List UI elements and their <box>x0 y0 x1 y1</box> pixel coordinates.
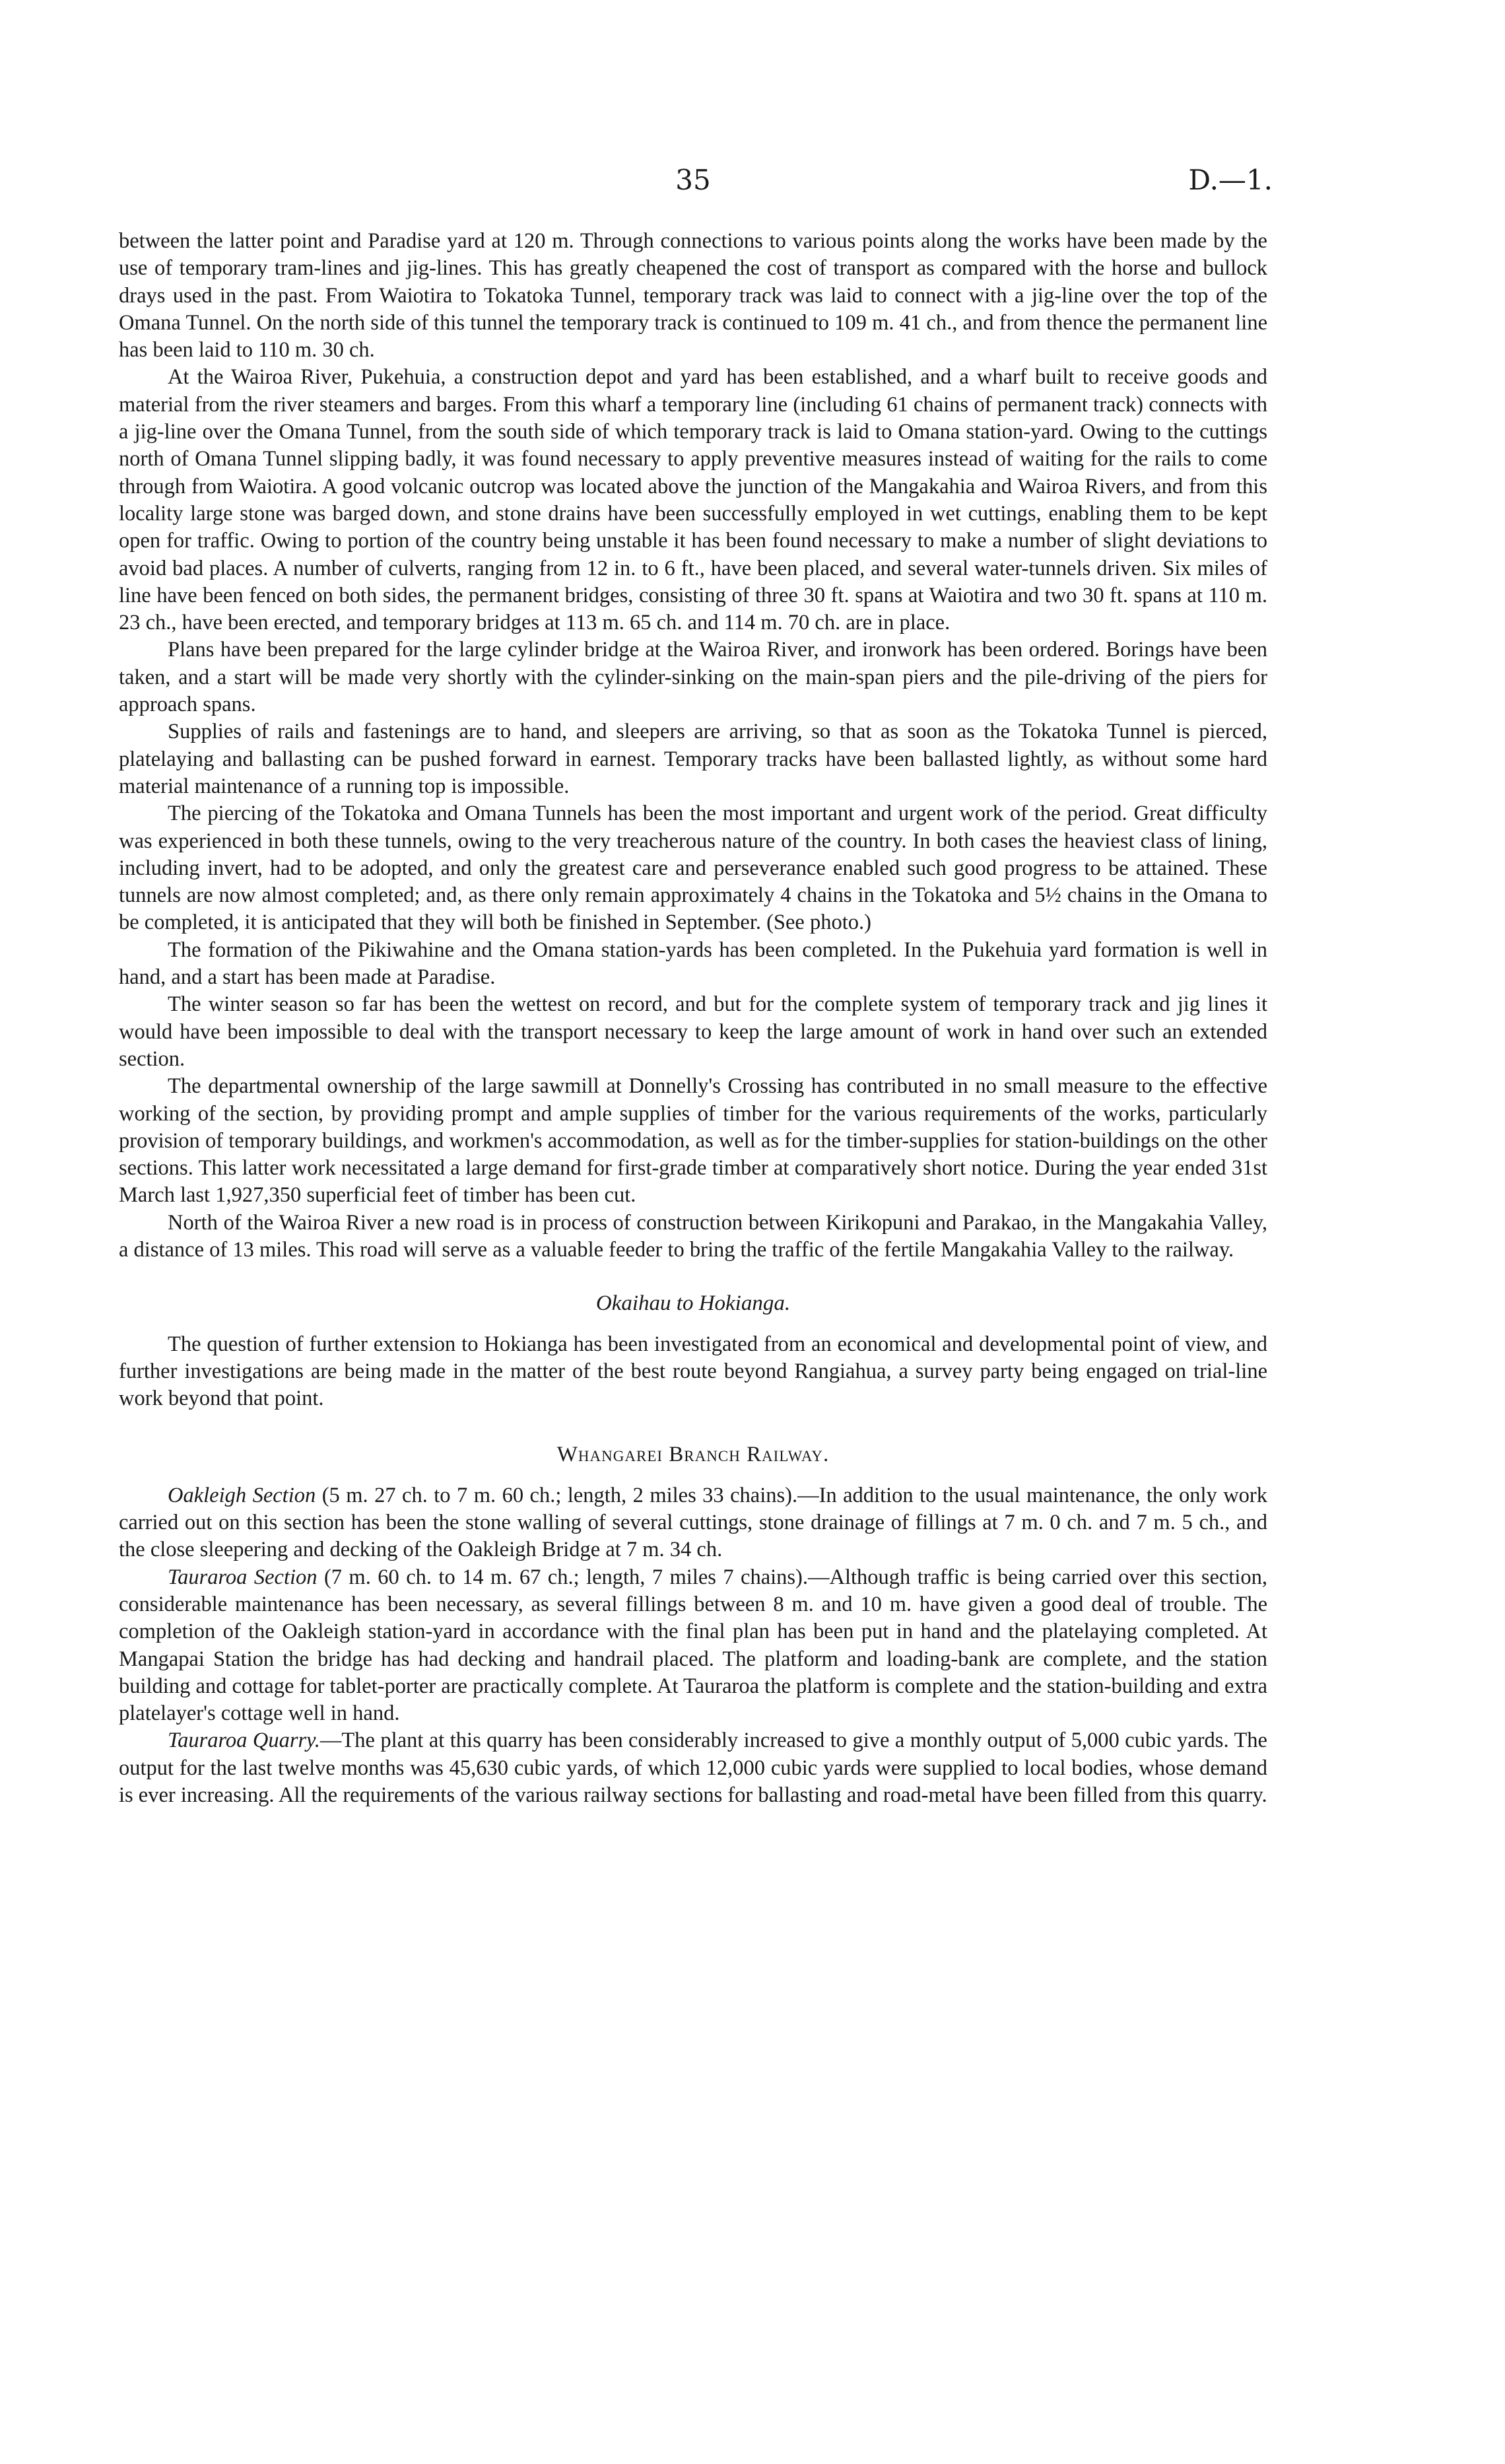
document-body <box>119 228 1267 1809</box>
subsection-title: Oakleigh Section <box>168 1483 316 1507</box>
subsection-title: Tauraroa Section <box>168 1565 318 1589</box>
paragraph-text: (7 m. 60 ch. to 14 m. 67 ch.; length, 7 miles 7 chains).—Although traffic is being carried over this section, considerable maintenance has been necessary, as several fillings between 8 m. and 10 m. have given a good deal of trouble. The completion of the Oakleigh station-yard in accordance with the final plan has been put in hand and the platelaying completed. At Mangapai Station the bridge has had decking and handrail placed. The platform and loading-bank are complete, and the station building and cottage for tablet-porter are practically complete. At Tauraroa the platform is complete and the station-building and extra platelayer's cottage well in hand. <box>119 1565 1267 1726</box>
page-header <box>119 164 1273 203</box>
paragraph: Plans have been prepared for the large cylinder bridge at the Wairoa River, and ironwork has been ordered. Borings have been taken, and a start will be made very shortly with the cylinder-sinking on the main-span piers and the pile-driving of the piers for approach spans. <box>119 638 1267 717</box>
paragraph-quarry <box>119 1727 1267 1809</box>
subsection-title: Tauraroa Quarry. <box>168 1728 320 1753</box>
section-heading-whangarei: Whangarei Branch Railway. <box>556 1443 830 1467</box>
paragraph: At the Wairoa River, Pukehuia, a construction depot and yard has been established, and a wharf built to receive goods and material from the river steamers and barges. From this wharf a temporary line (including 61 chains of permanent track) connects with a jig-line over the Omana Tunnel, from the south side of which temporary track is laid to Omana station-yard. Owing to the cuttings north of Omana Tunnel slipping badly, it was found necessary to apply preventive measures instead of waiting for the rails to come through from Waiotira. A good volcanic outcrop was located above the junction of the Mangakahia and Wairoa Rivers, and from this locality large stone was barged down, and stone drains have been successfully employed in wet cuttings, enabling them to be kept open for traffic. Owing to portion of the country being unstable it has been found necessary to make a number of slight deviations to avoid bad places. A number of culverts, ranging from 12 in. to 6 ft., have been placed, and several water-tunnels driven. Six miles of line have been fenced on both sides, the permanent bridges, consisting of three 30 ft. spans at Waiotira and two 30 ft. spans at 110 m. 23 ch., have been erected, and temporary bridges at 113 m. 65 ch. and 114 m. 70 ch. are in place. <box>119 365 1267 635</box>
section-heading-okaihau: Okaihau to Hokianga. <box>595 1291 791 1316</box>
paragraph: The question of further extension to Hokianga has been investigated from an economical and developmental point of view, and further investigations are being made in the matter of the best route beyond Rangiahua, a survey party being engaged on trial-line work beyond that point. <box>119 1332 1267 1411</box>
paragraph: The piercing of the Tokatoka and Omana Tunnels has been the most important and urgent work of the period. Great difficulty was experienced in both these tunnels, owing to the very treacherous nature of the country. In both cases the heaviest class of lining, including invert, had to be adopted, and only the greatest care and perseverance enabled such good progress to be attained. These tunnels are now almost completed; and, as there only remain approximately 4 chains in the Tokatoka and 5½ chains in the Omana to be completed, it is anticipated that they will both be finished in September. (See photo.) <box>119 802 1267 935</box>
page-number: 35 <box>675 164 711 196</box>
paragraph: Supplies of rails and fastenings are to hand, and sleepers are arriving, so that as soon as the Tokatoka Tunnel is pierced, platelaying and ballasting can be pushed forward in earnest. Temporary tracks have been ballasted lightly, as without some hard material maintenance of a running top is impossible. <box>119 720 1267 798</box>
paragraph: between the latter point and Paradise yard at 120 m. Through connections to various points along the works have been made by the use of temporary tram-lines and jig-lines. This has greatly cheapened the cost of transport as compared with the horse and bullock drays used in the past. From Waiotira to Tokatoka Tunnel, temporary track was laid to connect with a jig-line over the top of the Omana Tunnel. On the north side of this tunnel the temporary track is continued to 109 m. 41 ch., and from thence the permanent line has been laid to 110 m. 30 ch. <box>119 229 1267 362</box>
paragraph-tauraroa <box>119 1564 1267 1728</box>
paragraph-oakleigh <box>119 1482 1267 1564</box>
paragraph: The formation of the Pikiwahine and the Omana station-yards has been completed. In the Pukehuia yard formation is well in hand, and a start has been made at Paradise. <box>119 938 1267 990</box>
paragraph: The winter season so far has been the wettest on record, and but for the complete system of temporary track and jig lines it would have been impossible to deal with the transport necessary to keep the large amount of work in hand over such an extended section. <box>119 992 1267 1071</box>
document-reference: D.—1. <box>1188 164 1273 196</box>
paragraph-text: (5 m. 27 ch. to 7 m. 60 ch.; length, 2 miles 33 chains).—In addition to the usual maintenance, the only work carried out on this section has been the stone walling of several cuttings, stone drainage of fillings at 7 m. 0 ch. and 7 m. 5 ch., and the close sleepering and decking of the Oakleigh Bridge at 7 m. 34 ch. <box>119 1483 1267 1562</box>
paragraph: North of the Wairoa River a new road is in process of construction between Kirikopuni and Parakao, in the Mangakahia Valley, a distance of 13 miles. This road will serve as a valuable feeder to bring the traffic of the fertile Mangakahia Valley to the railway. <box>119 1210 1267 1262</box>
paragraph: The departmental ownership of the large sawmill at Donnelly's Crossing has contributed in no small measure to the effective working of the section, by providing prompt and ample supplies of timber for the various requirements of the works, particularly provision of temporary buildings, and workmen's accommodation, as well as for the timber-supplies for station-buildings on the other sections. This latter work necessitated a large demand for first-grade timber at comparatively short notice. During the year ended 31st March last 1,927,350 superficial feet of timber has been cut. <box>119 1074 1267 1208</box>
paragraph-text: —The plant at this quarry has been considerably increased to give a monthly output of 5,000 cubic yards. The output for the last twelve months was 45,630 cubic yards, of which 12,000 cubic yards were supplied to local bodies, whose demand is ever increasing. All the requirements of the various railway sections for ballasting and road-metal have been filled from this quarry. <box>119 1728 1267 1808</box>
